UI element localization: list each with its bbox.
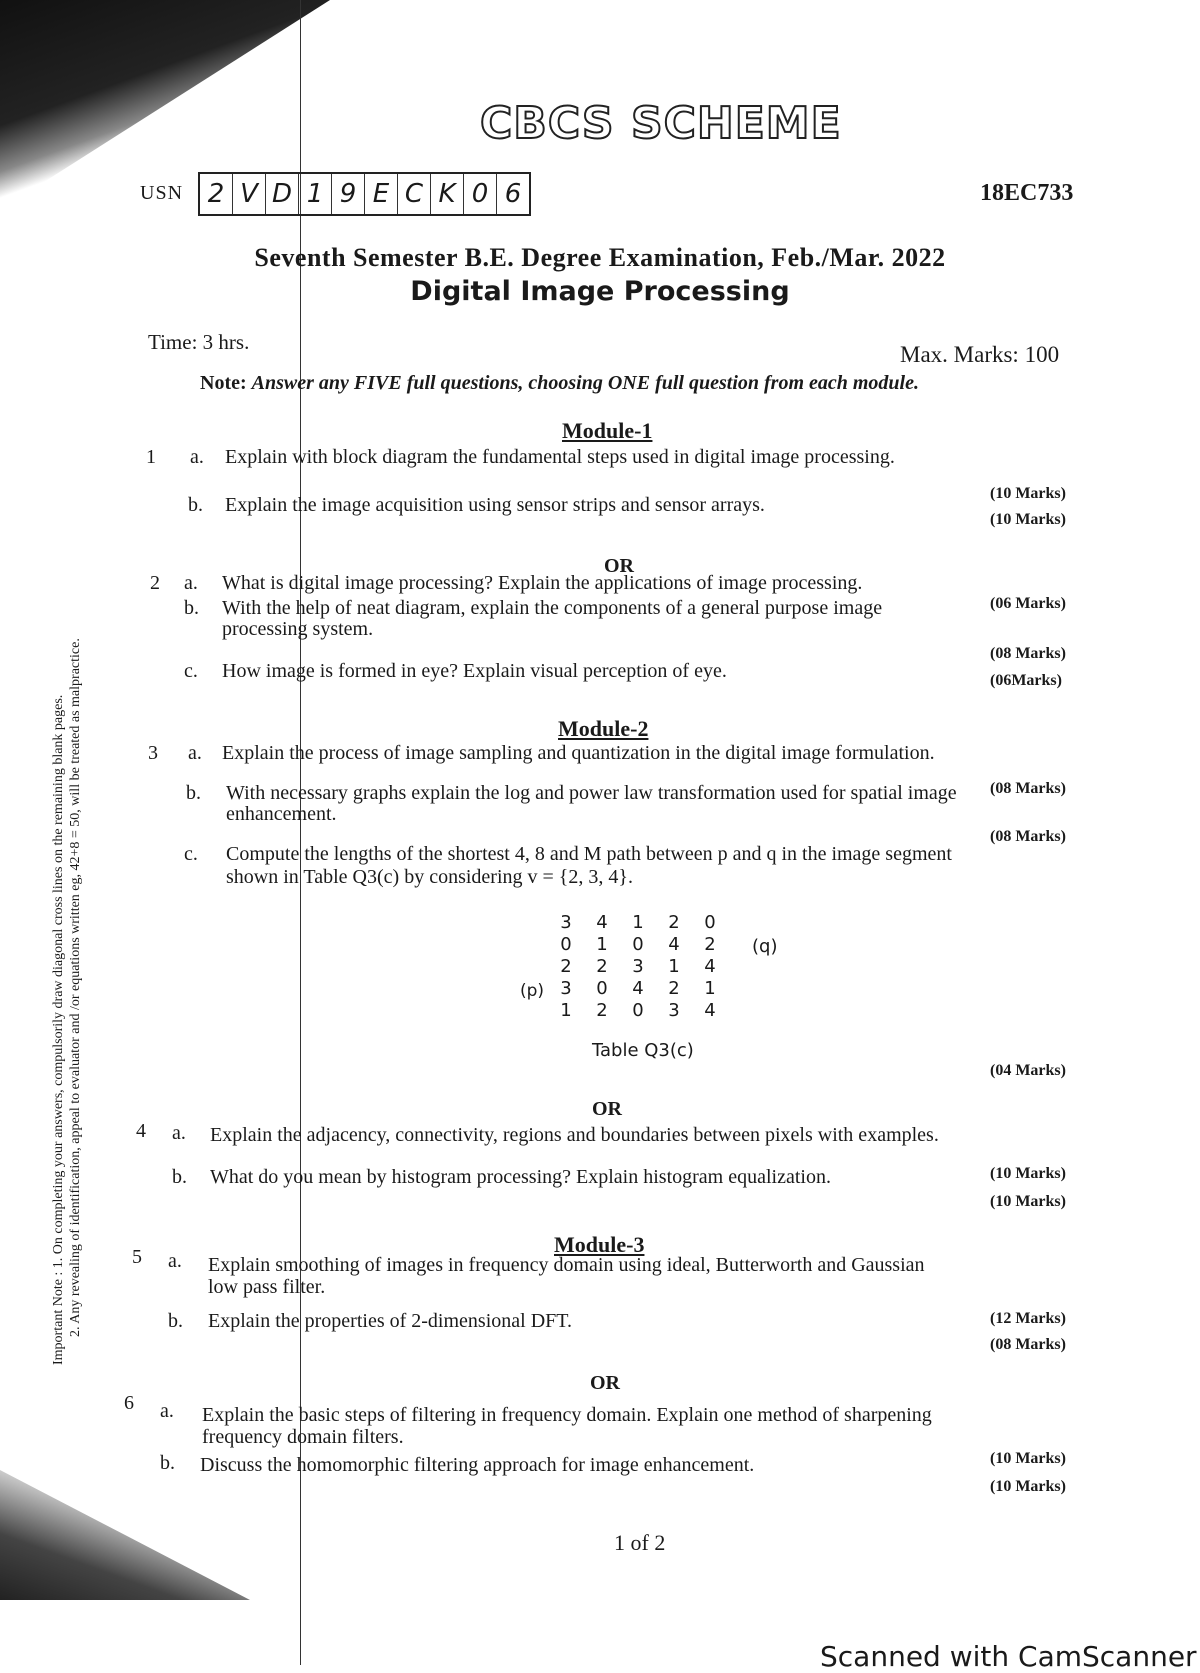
subquestion-label: c. (184, 843, 198, 865)
subquestion-label: b. (184, 597, 199, 619)
question-number: 4 (136, 1120, 146, 1142)
subquestion-label: b. (168, 1310, 183, 1332)
marks: (08 Marks) (990, 780, 1066, 797)
question-text: What do you mean by histogram processing? Explain histogram equalization. (210, 1166, 831, 1188)
question-text-cont: low pass filter. (208, 1276, 326, 1298)
question-text: What is digital image processing? Explain the applications of image processing. (222, 572, 863, 594)
subquestion-label: b. (172, 1166, 187, 1188)
subquestion-label: a. (160, 1400, 174, 1422)
or-separator: OR (592, 1098, 622, 1120)
table-row (548, 934, 728, 956)
question-text-cont: shown in Table Q3(c) by considering v = {2, 3, 4}. (226, 866, 633, 888)
table-row (548, 956, 728, 978)
exam-title: Seventh Semester B.E. Degree Examination, Feb./Mar. 2022 (254, 243, 946, 272)
max-marks: Max. Marks: 100 (900, 342, 1060, 367)
course-code: 18EC733 (980, 180, 1074, 206)
question-text: With the help of neat diagram, explain the components of a general purpose image (222, 597, 883, 619)
subquestion-label: a. (168, 1250, 182, 1272)
question-text: How image is formed in eye? Explain visual perception of eye. (222, 660, 727, 682)
question-text: Explain the image acquisition using sensor strips and sensor arrays. (225, 494, 765, 516)
scheme-title: CBCS SCHEME (480, 98, 842, 149)
table-row (548, 978, 728, 1000)
table-cell: 4 (704, 1000, 716, 1021)
marks: (10 Marks) (990, 511, 1066, 528)
question-text: Explain the process of image sampling and quantization in the digital image formulation. (222, 742, 935, 764)
table-row (548, 1000, 728, 1022)
marks: (10 Marks) (990, 1450, 1066, 1467)
usn-char: D (266, 174, 299, 214)
p-pixel-label: (p) (520, 981, 545, 1001)
question-number: 5 (132, 1246, 142, 1268)
note-label: Note: (200, 372, 247, 394)
usn-label: USN (140, 182, 184, 204)
subquestion-label: c. (184, 660, 198, 682)
table-cell: 0 (596, 978, 608, 999)
question-text: Explain the properties of 2-dimensional DFT. (208, 1310, 572, 1332)
table-cell: 2 (560, 956, 572, 977)
table-caption: Table Q3(c) (592, 1040, 694, 1061)
usn-char: C (398, 174, 431, 214)
time-allowed: Time: 3 hrs. (148, 330, 250, 354)
marks: (10 Marks) (990, 1165, 1066, 1182)
question-text: With necessary graphs explain the log and power law transformation used for spatial image (226, 782, 957, 804)
table-cell: 1 (632, 912, 644, 933)
question-number: 1 (146, 446, 156, 468)
question-text-cont: enhancement. (226, 803, 337, 825)
usn-char: 6 (504, 179, 522, 209)
page-number: 1 of 2 (614, 1530, 666, 1555)
marks: (10 Marks) (990, 1193, 1066, 1210)
marks: (08 Marks) (990, 1336, 1066, 1353)
question-number: 3 (148, 742, 158, 764)
subquestion-label: a. (190, 446, 204, 468)
or-separator: OR (604, 555, 634, 577)
subquestion-label: b. (186, 782, 201, 804)
question-text: Explain the basic steps of filtering in frequency domain. Explain one method of sharpening (202, 1404, 932, 1426)
question-text: Explain smoothing of images in frequency domain using ideal, Butterworth and Gaussian (208, 1254, 925, 1276)
marks: (08 Marks) (990, 828, 1066, 845)
side-important-note (50, 638, 84, 1365)
usn-char: 9 (332, 174, 365, 214)
table-cell: 2 (668, 912, 680, 933)
table-row (548, 912, 728, 934)
module-3-heading: Module-3 (554, 1232, 645, 1257)
table-cell: 2 (668, 978, 680, 999)
marks: (08 Marks) (990, 645, 1066, 662)
table-cell: 2 (596, 1000, 608, 1021)
or-separator: OR (590, 1372, 620, 1394)
question-text: Compute the lengths of the shortest 4, 8 and M path between p and q in the image segment (226, 843, 952, 865)
table-cell: 1 (560, 1000, 572, 1021)
table-cell: 4 (632, 978, 644, 999)
table-cell: 2 (596, 956, 608, 977)
table-cell: 1 (704, 978, 716, 999)
table-cell: 0 (632, 934, 644, 955)
note-text: Answer any FIVE full questions, choosing ONE full question from each module. (251, 372, 919, 394)
usn-char: K (431, 174, 464, 214)
scanner-watermark: Scanned with CamScanner (820, 1640, 1197, 1673)
side-note-line-2: 2. Any revealing of identification, appeal to evaluator and /or equations written eg, 42+8 = 50, will be treated as malpractice. (68, 638, 83, 1337)
table-cell: 3 (668, 1000, 680, 1021)
table-cell: 0 (632, 1000, 644, 1021)
table-cell: 0 (560, 934, 572, 955)
question-text: Discuss the homomorphic filtering approach for image enhancement. (200, 1454, 755, 1476)
q-pixel-label: (q) (752, 936, 778, 957)
marks: (04 Marks) (990, 1062, 1066, 1079)
question-text: Explain the adjacency, connectivity, regions and boundaries between pixels with examples. (210, 1124, 939, 1146)
table-cell: 1 (596, 934, 608, 955)
usn-char: V (233, 174, 266, 214)
table-cell: 3 (632, 956, 644, 977)
marks: (06 Marks) (990, 595, 1066, 612)
subquestion-label: a. (184, 572, 198, 594)
usn-char: 0 (464, 174, 497, 214)
table-cell: 4 (668, 934, 680, 955)
table-cell: 0 (704, 912, 716, 933)
subquestion-label: a. (188, 742, 202, 764)
module-2-heading: Module-2 (558, 716, 649, 741)
usn-char: E (365, 174, 398, 214)
usn-boxes (198, 172, 531, 216)
marks: (06Marks) (990, 672, 1062, 689)
subquestion-label: a. (172, 1122, 186, 1144)
usn-char: 1 (299, 174, 332, 214)
usn-char: 2 (200, 174, 233, 214)
question-text-cont: processing system. (222, 618, 374, 640)
table-cell: 3 (560, 912, 572, 933)
table-cell: 4 (704, 956, 716, 977)
table-cell: 3 (560, 978, 572, 999)
table-cell: 4 (596, 912, 608, 933)
subquestion-label: b. (188, 494, 203, 516)
instructions-note (200, 372, 919, 395)
subject-title: Digital Image Processing (410, 276, 790, 307)
marks: (12 Marks) (990, 1310, 1066, 1327)
question-number: 2 (150, 572, 160, 594)
subquestion-label: b. (160, 1452, 175, 1474)
question-number: 6 (124, 1392, 134, 1414)
marks: (10 Marks) (990, 485, 1066, 502)
image-segment-table (548, 912, 728, 1022)
side-note-line-1: Important Note : 1. On completing your answers, compulsorily draw diagonal cross lines on the remaining blank pages. (51, 694, 66, 1365)
table-cell: 1 (668, 956, 680, 977)
marks: (10 Marks) (990, 1478, 1066, 1495)
question-text-cont: frequency domain filters. (202, 1426, 404, 1448)
question-text: Explain with block diagram the fundamental steps used in digital image processing. (225, 446, 895, 468)
scan-shadow-bottom-left (0, 1470, 250, 1600)
module-1-heading: Module-1 (562, 418, 653, 443)
table-cell: 2 (704, 934, 716, 955)
